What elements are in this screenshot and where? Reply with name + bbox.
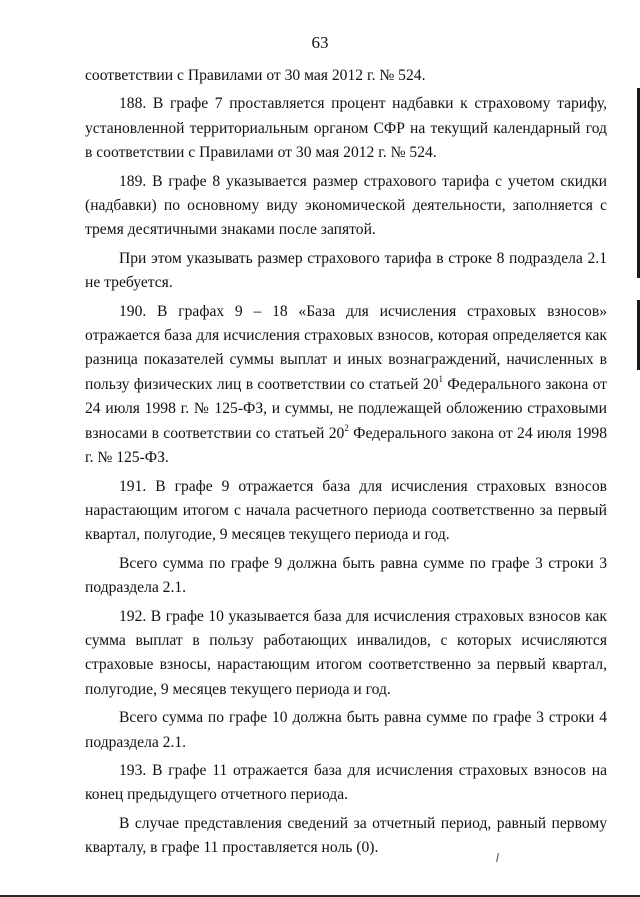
paragraph-190-part1: 190. В графах 9 – 18 «База для исчисления страховых взносов» отражается база для исчисления страховых взносов, которая определяется как разница показателей суммы выплат и иных вознаграждений, начисленных в пользу физических лиц в соответствии со статьей 20 [85, 302, 607, 393]
superscript-2: 2 [344, 422, 349, 433]
paragraph-190-part3: Федерального закона от 24 июля 1998 г. № 125-ФЗ. [85, 424, 608, 467]
paragraph-188: 188. В графе 7 проставляется процент надбавки к страховому тарифу, установленной территориальным органом СФР на текущий календарный год в соответствии с Правилами от 30 мая 2012 г. № 524. [85, 95, 607, 162]
paragraph-continuation: соответствии с Правилами от 30 мая 2012 г. № 524. [85, 67, 426, 84]
paragraph-191-total: Всего сумма по графе 9 должна быть равна сумме по графе 3 строки 3 подраздела 2.1. [85, 554, 607, 597]
paragraph-191: 191. В графе 9 отражается база для исчисления страховых взносов нарастающим итогом с начала расчетного периода соответственно за первый квартал, полугодие, 9 месяцев текущего периода и год. [85, 477, 607, 544]
document-body [85, 64, 607, 865]
page-number: 63 [311, 33, 329, 52]
paragraph-193-note: В случае представления сведений за отчетный период, равный первому кварталу, в графе 11 проставляется ноль (0). [85, 814, 607, 857]
superscript-1: 1 [438, 373, 444, 384]
paragraph-193: 193. В графе 11 отражается база для исчисления страховых взносов на конец предыдущего отчетного периода. [85, 761, 607, 804]
paragraph-190-part2: Федерального закона от 24 июля 1998 г. № 125-ФЗ, и суммы, не подлежащей обложению страховыми взносами в соответствии со статьей 20 [85, 375, 607, 442]
paragraph-189: 189. В графе 8 указывается размер страхового тарифа с учетом скидки (надбавки) по основному виду экономической деятельности, заполняется с тремя десятичными знаками после запятой. [85, 172, 607, 239]
paragraph-189-note: При этом указывать размер страхового тарифа в строке 8 подраздела 2.1 не требуется. [85, 249, 607, 292]
paragraph-192: 192. В графе 10 указывается база для исчисления страховых взносов как сумма выплат в пользу работающих инвалидов, с которых исчисляются страховые взносы, нарастающим итогом соответственно за первый квартал, полугодие, 9 месяцев текущего периода и год. [85, 607, 607, 698]
paragraph-192-total: Всего сумма по графе 10 должна быть равна сумме по графе 3 строки 4 подраздела 2.1. [85, 709, 607, 751]
paragraph-190 [85, 300, 607, 471]
